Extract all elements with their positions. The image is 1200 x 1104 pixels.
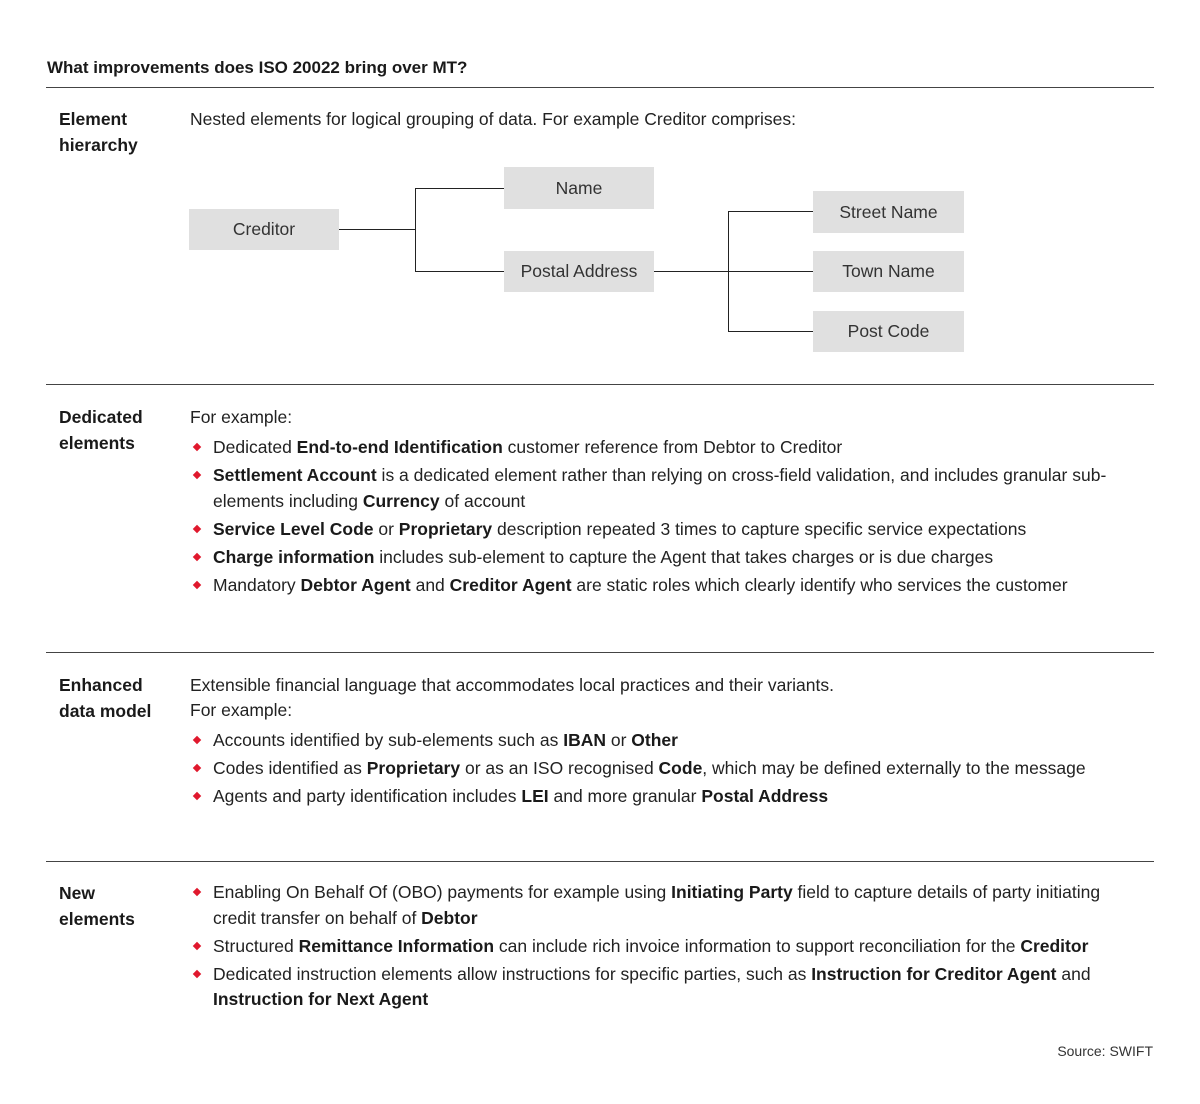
bullet-text: Codes identified as: [213, 758, 367, 778]
bullet-text: Enabling On Behalf Of (OBO) payments for example using: [213, 882, 672, 902]
bullet-bold-text: Remittance Information: [298, 935, 495, 956]
bullet-list-dedicated-elements: [190, 435, 1125, 601]
diagram-box-town-name: Town Name: [813, 251, 964, 292]
bullet-bold-text: Service Level Code: [213, 518, 374, 539]
connector-to-postal-address: [415, 271, 504, 272]
diagram-box-name: Name: [504, 167, 654, 209]
row-label-dedicated-elements: [59, 404, 179, 456]
bullet-text: Accounts identified by sub-elements such as: [213, 730, 564, 750]
bullet-item: [190, 573, 1125, 599]
bullet-item: [190, 934, 1125, 960]
bullet-bold-text: Currency: [362, 490, 440, 511]
connector-to-post-code: [728, 331, 813, 332]
divider-top: [46, 87, 1154, 88]
bullet-bold-text: Debtor: [421, 907, 478, 928]
bullet-text: or: [373, 518, 399, 539]
page-title: What improvements does ISO 20022 bring over MT?: [47, 58, 468, 77]
bullet-item: [190, 962, 1125, 1013]
bullet-item: [190, 435, 1125, 461]
bullet-text: can include rich invoice information to support reconciliation for the: [494, 935, 1021, 956]
bullet-bold-text: Debtor Agent: [300, 574, 411, 595]
bullet-diamond-icon: [193, 941, 201, 949]
connector-to-street-name: [728, 211, 813, 212]
divider-3: [46, 861, 1154, 862]
bullet-text: customer reference from Debtor to Creditor: [502, 437, 843, 457]
bullet-bold-text: Code: [658, 758, 703, 778]
connector-creditor-trunk: [339, 229, 415, 230]
row-intro-dedicated-elements: For example:: [190, 407, 293, 427]
bullet-item: [190, 728, 1125, 754]
connector-postal-trunk: [654, 271, 729, 272]
diagram-box-postal-address: Postal Address: [504, 251, 654, 292]
connector-to-name: [415, 188, 504, 189]
bullet-text: Structured: [213, 935, 299, 956]
bullet-diamond-icon: [193, 580, 201, 588]
bullet-bold-text: Creditor: [1020, 935, 1089, 956]
bullet-text: or: [605, 730, 632, 750]
bullet-list-enhanced-data-model: [190, 728, 1125, 812]
bullet-list-new-elements: [190, 880, 1125, 1015]
bullet-text: and more granular: [548, 786, 702, 806]
bullet-text: are static roles which clearly identify who services the customer: [571, 574, 1068, 595]
bullet-item: [190, 880, 1125, 931]
bullet-diamond-icon: [193, 443, 201, 451]
bullet-text: and: [1056, 963, 1091, 984]
bullet-bold-text: Settlement Account: [213, 465, 377, 485]
bullet-diamond-icon: [193, 471, 201, 479]
bullet-bold-text: IBAN: [563, 730, 606, 750]
bullet-diamond-icon: [193, 792, 201, 800]
bullet-text: Dedicated: [213, 437, 297, 457]
bullet-bold-text: Proprietary: [366, 758, 461, 778]
row-label-line1: Dedicated: [59, 407, 143, 427]
diagram-box-post-code: Post Code: [813, 311, 964, 352]
diagram-box-creditor: Creditor: [189, 209, 339, 250]
connector-to-town-name: [728, 271, 813, 272]
bullet-text: and: [410, 574, 450, 595]
row-intro-enhanced-data-model: Extensible financial language that accommodates local practices and their variants.: [190, 675, 834, 695]
bullet-diamond-icon: [193, 524, 201, 532]
bullet-bold-text: Instruction for Next Agent: [213, 989, 429, 1009]
bullet-text: Mandatory: [213, 574, 301, 595]
divider-1: [46, 384, 1154, 385]
bullet-text: is a dedicated element rather than relying on cross-field validation, and includes granular sub-elements including: [213, 465, 1107, 511]
bullet-text: includes sub-element to capture the Agent that takes charges or is due charges: [374, 546, 994, 567]
bullet-item: [190, 545, 1125, 571]
bullet-item: [190, 756, 1125, 782]
bullet-diamond-icon: [193, 764, 201, 772]
row-label-line2: data model: [59, 701, 152, 721]
row-label-line2: hierarchy: [59, 135, 138, 155]
row-label-line1: Enhanced: [59, 675, 143, 695]
bullet-bold-text: Initiating Party: [671, 882, 793, 902]
bullet-text: field to capture details of party initiating credit transfer on behalf of: [213, 882, 1101, 928]
row-label-enhanced-data-model: [59, 672, 179, 724]
bullet-diamond-icon: [193, 888, 201, 896]
bullet-text: Dedicated instruction elements allow instructions for specific parties, such as: [213, 963, 812, 984]
bullet-diamond-icon: [193, 969, 201, 977]
connector-creditor-vertical: [415, 188, 416, 272]
row-label-line2: elements: [59, 433, 135, 453]
bullet-item: [190, 517, 1125, 543]
source-note: Source: SWIFT: [1057, 1043, 1153, 1059]
bullet-bold-text: Postal Address: [701, 786, 829, 806]
bullet-bold-text: Creditor Agent: [449, 574, 572, 595]
bullet-bold-text: LEI: [521, 786, 549, 806]
row-intro-element-hierarchy: Nested elements for logical grouping of data. For example Creditor comprises:: [190, 109, 796, 129]
bullet-diamond-icon: [193, 552, 201, 560]
bullet-text: or as an ISO recognised: [460, 758, 659, 778]
bullet-diamond-icon: [193, 736, 201, 744]
bullet-text: Agents and party identification includes: [213, 786, 522, 806]
row-label-line2: elements: [59, 909, 135, 929]
row-label-element-hierarchy: [59, 106, 179, 158]
bullet-text: description repeated 3 times to capture specific service expectations: [492, 518, 1027, 539]
bullet-text: , which may be defined externally to the message: [702, 758, 1086, 778]
bullet-bold-text: Other: [631, 730, 678, 750]
diagram-box-street-name: Street Name: [813, 191, 964, 233]
bullet-text: of account: [439, 490, 526, 511]
row-label-new-elements: [59, 880, 179, 932]
row-label-line1: New: [59, 883, 95, 903]
bullet-item: [190, 463, 1125, 514]
bullet-bold-text: Proprietary: [398, 518, 493, 539]
bullet-bold-text: Charge information: [213, 546, 375, 567]
bullet-bold-text: End-to-end Identification: [296, 437, 503, 457]
row-intro2-enhanced-data-model: For example:: [190, 700, 293, 720]
bullet-item: [190, 784, 1125, 810]
bullet-bold-text: Instruction for Creditor Agent: [811, 963, 1057, 984]
divider-2: [46, 652, 1154, 653]
row-label-line1: Element: [59, 109, 128, 129]
